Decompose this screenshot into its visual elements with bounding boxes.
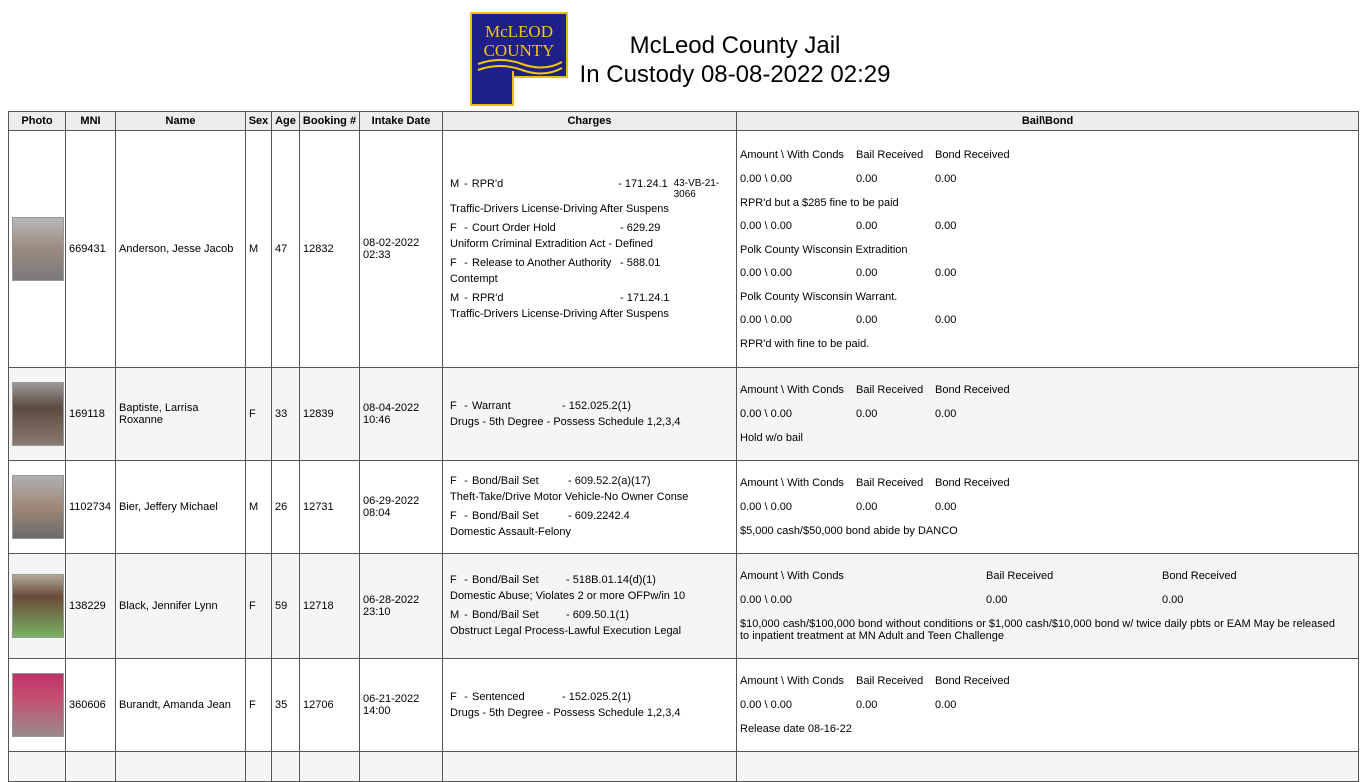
- mni: 1102734: [66, 461, 116, 554]
- jail-name: McLeod County Jail: [629, 32, 841, 59]
- table-row: [9, 131, 1359, 368]
- charges-cell: [443, 461, 737, 554]
- table-row: [9, 368, 1359, 461]
- bail-conditions: $10,000 cash/$100,000 bond without conditions or $1,000 cash/$10,000 bond w/ twice daily pbts or EAM May be released to inpatient treatment at MN Adult and Teen Challenge: [740, 618, 1335, 642]
- bail-conditions: Hold w/o bail: [740, 432, 803, 444]
- bail-header: Amount \ With Conds Bail Received Bond Received: [740, 148, 1010, 161]
- svg-text:COUNTY: COUNTY: [483, 41, 555, 60]
- inmate-photo[interactable]: [12, 574, 64, 638]
- inmate-name: Anderson, Jesse Jacob: [116, 131, 246, 368]
- charge-item: F - Bond/Bail Set - 518B.01.14(d)(1) Domestic Abuse; Violates 2 or more OFPw/in 10: [450, 574, 686, 602]
- inmate-name: Bier, Jeffery Michael: [116, 461, 246, 554]
- charge-item: F - Release to Another Authority - 588.01 Contempt: [450, 256, 661, 285]
- inmate-name: Baptiste, Larrisa Roxanne: [116, 368, 246, 461]
- inmate-roster-table: [8, 111, 1359, 782]
- photo-cell: [9, 659, 66, 752]
- col-bail-bond: Bail\Bond: [737, 112, 1359, 131]
- sex: M: [246, 131, 272, 368]
- photo-cell: [9, 461, 66, 554]
- bail-cell: Amount \ With Conds Bail Received Bond Received 0.00 \ 0.00 0.00 0.00 RPR'd but a $285 fine to be paid 0.00 \ 0.00 0.00 0.00 Polk County Wisconsin Extradition 0.00 \ 0.00 0.00 0.00 Polk County Wisconsin Warrant. 0.00 \ 0.00 0.00 0.00 RPR'd with fine to be paid.: [737, 131, 1359, 368]
- mcleod-county-logo: [470, 12, 568, 106]
- photo-cell: [9, 131, 66, 368]
- mni: 138229: [66, 554, 116, 659]
- charge-item: F - Warrant - 152.025.2(1) Drugs - 5th Degree - Possess Schedule 1,2,3,4: [450, 399, 681, 428]
- bail-cell: Amount \ With Conds Bail Received Bond Received 0.00 \ 0.00 0.00 0.00 $5,000 cash/$50,000 bond abide by DANCO: [737, 461, 1359, 554]
- bail-header: Amount \ With Conds Bail Received Bond Received: [740, 477, 1010, 489]
- charges-cell: [443, 368, 737, 461]
- bail-header: Amount \ With Conds Bail Received Bond Received: [740, 675, 1010, 687]
- intake-date: 06-28-2022 23:10: [360, 554, 443, 659]
- photo-cell: [9, 752, 66, 782]
- bail-cell: Amount \ With Conds Bail Received Bond Received 0.00 \ 0.00 0.00 0.00 Hold w/o bail: [737, 368, 1359, 461]
- bail-cell: Amount \ With Conds Bail Received Bond Received 0.00 \ 0.00 0.00 0.00 Release date 08-16-22: [737, 659, 1359, 752]
- table-row: [9, 461, 1359, 554]
- charge-item: F - Court Order Hold - 629.29 Uniform Criminal Extradition Act - Defined: [450, 221, 661, 250]
- bail-conditions: Polk County Wisconsin Extradition: [740, 243, 908, 256]
- mni: 669431: [66, 131, 116, 368]
- booking-number: 12832: [300, 131, 360, 368]
- intake-date: 06-29-2022 08:04: [360, 461, 443, 554]
- booking-number: 12731: [300, 461, 360, 554]
- inmate-name: Black, Jennifer Lynn: [116, 554, 246, 659]
- charges-cell: [443, 554, 737, 659]
- col-intake-date: Intake Date: [360, 112, 443, 131]
- charge-item: M - RPR'd - 171.24.1 43-VB-21-3066 Traffic-Drivers License-Driving After Suspens: [450, 177, 720, 215]
- bail-cell: Amount \ With Conds Bail Received Bond Received 0.00 \ 0.00 0.00 0.00 $10,000 cash/$100,000 bond without conditions or $1,000 cash/$10,000 bond w/ twice daily pbts or EAM May be released to inpatient treatment at MN Adult and Teen Challenge: [737, 554, 1359, 659]
- photo-cell: [9, 554, 66, 659]
- intake-date: 08-02-2022 02:33: [360, 131, 443, 368]
- custody-timestamp: In Custody 08-08-2022 02:29: [579, 61, 891, 88]
- col-photo: Photo: [9, 112, 66, 131]
- col-age: Age: [272, 112, 300, 131]
- col-booking: Booking #: [300, 112, 360, 131]
- page-header: [0, 0, 1366, 110]
- booking-number: 12839: [300, 368, 360, 461]
- bail-conditions: $5,000 cash/$50,000 bond abide by DANCO: [740, 525, 958, 537]
- charges-cell: [443, 131, 737, 368]
- age: 35: [272, 659, 300, 752]
- bail-header: Amount \ With Conds Bail Received Bond Received: [740, 570, 1237, 582]
- age: 33: [272, 368, 300, 461]
- svg-text:McLEOD: McLEOD: [485, 22, 553, 41]
- mni: 169118: [66, 368, 116, 461]
- col-mni: MNI: [66, 112, 116, 131]
- sex: F: [246, 368, 272, 461]
- inmate-photo[interactable]: [12, 382, 64, 446]
- bail-header: Amount \ With Conds Bail Received Bond Received: [740, 384, 1010, 396]
- intake-date: 06-21-2022 14:00: [360, 659, 443, 752]
- intake-date: 08-04-2022 10:46: [360, 368, 443, 461]
- col-sex: Sex: [246, 112, 272, 131]
- charge-item: M - Bond/Bail Set - 609.50.1(1) Obstruct Legal Process-Lawful Execution Legal: [450, 609, 682, 637]
- bail-conditions: Release date 08-16-22: [740, 723, 852, 735]
- col-charges: Charges: [443, 112, 737, 131]
- age: 59: [272, 554, 300, 659]
- mni: 360606: [66, 659, 116, 752]
- inmate-name: Burandt, Amanda Jean: [116, 659, 246, 752]
- charge-item: M - RPR'd - 171.24.1 Traffic-Drivers License-Driving After Suspens: [450, 291, 670, 320]
- table-header-row: [9, 112, 1359, 131]
- charge-item: F - Bond/Bail Set - 609.52.2(a)(17) Theft-Take/Drive Motor Vehicle-No Owner Conse: [450, 475, 689, 503]
- booking-number: 12706: [300, 659, 360, 752]
- bail-conditions: RPR'd but a $285 fine to be paid: [740, 196, 899, 209]
- sex: F: [246, 659, 272, 752]
- age: 26: [272, 461, 300, 554]
- inmate-photo[interactable]: [12, 217, 64, 281]
- age: 47: [272, 131, 300, 368]
- charge-item: F - Sentenced - 152.025.2(1) Drugs - 5th Degree - Possess Schedule 1,2,3,4: [450, 690, 681, 719]
- table-row: [9, 752, 1359, 782]
- photo-cell: [9, 368, 66, 461]
- sex: F: [246, 554, 272, 659]
- bail-conditions: Polk County Wisconsin Warrant.: [740, 290, 898, 303]
- charge-item: F - Bond/Bail Set - 609.2242.4 Domestic Assault-Felony: [450, 510, 630, 538]
- bail-conditions: RPR'd with fine to be paid.: [740, 337, 870, 350]
- sex: M: [246, 461, 272, 554]
- inmate-photo[interactable]: [12, 475, 64, 539]
- col-name: Name: [116, 112, 246, 131]
- inmate-photo[interactable]: [12, 673, 64, 737]
- table-row: [9, 659, 1359, 752]
- booking-number: 12718: [300, 554, 360, 659]
- table-row: [9, 554, 1359, 659]
- page-title: [560, 31, 910, 89]
- charges-cell: [443, 659, 737, 752]
